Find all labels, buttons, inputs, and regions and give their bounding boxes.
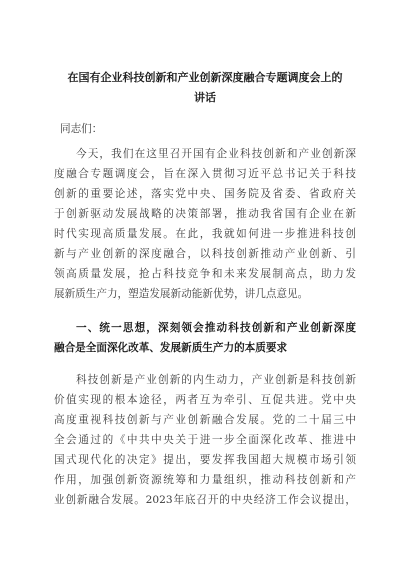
salutation: 同志们： — [60, 123, 103, 135]
paragraph-1-line: 今天，我们在这里召开国有企业科技创新和产业创新深 — [76, 148, 356, 160]
paragraph-2-line: 全会通过的《中共中央关于进一步全面深化改革、推进中 — [54, 434, 356, 446]
paragraph-1-line: 度融合专题调度会，旨在深入贯彻习近平总书记关于科技 — [54, 168, 356, 180]
paragraph-2-line: 业创新融合发展。2023年底召开的中央经济工作会议提出， — [54, 494, 356, 506]
paragraph-1-line: 展新质生产力，塑造发展新动能新优势，讲几点意见。 — [54, 288, 309, 300]
paragraph-2-line: 科技创新是产业创新的内生动力，产业创新是科技创新 — [76, 374, 356, 386]
paragraph-1-line: 新与产业创新的深度融合，以科技创新推动产业创新、引 — [54, 248, 356, 260]
paragraph-1-line: 领高质量发展，抢占科技竞争和未来发展制高点，助力发 — [54, 268, 356, 280]
section-heading-line: 一、统一思想，深刻领会推动科技创新和产业创新深度 — [76, 322, 356, 334]
paragraph-1-line: 时代实现高质量发展。在此，我就如何进一步推进科技创 — [54, 228, 356, 240]
paragraph-2-line: 高度重视科技创新与产业创新融合发展。党的二十届三中 — [54, 414, 356, 426]
paragraph-1-line: 创新的重要论述，落实党中央、国务院及省委、省政府关 — [54, 188, 356, 200]
document-title-line-2: 讲话 — [194, 91, 216, 104]
paragraph-2-line: 价值实现的根本途径，两者互为牵引、互促共进。党中央 — [54, 394, 356, 406]
section-heading-line: 融合是全面深化改革、发展新质生产力的本质要求 — [54, 342, 288, 354]
document-title-line-1: 在国有企业科技创新和产业创新深度融合专题调度会上的 — [67, 71, 343, 84]
paragraph-2-line: 国式现代化的决定》提出，要发挥我国超大规模市场引领 — [54, 454, 356, 466]
paragraph-2-line: 作用，加强创新资源统筹和力量组织，推动科技创新和产 — [54, 474, 356, 486]
paragraph-1-line: 于创新驱动发展战略的决策部署，推动我省国有企业在新 — [54, 208, 356, 220]
